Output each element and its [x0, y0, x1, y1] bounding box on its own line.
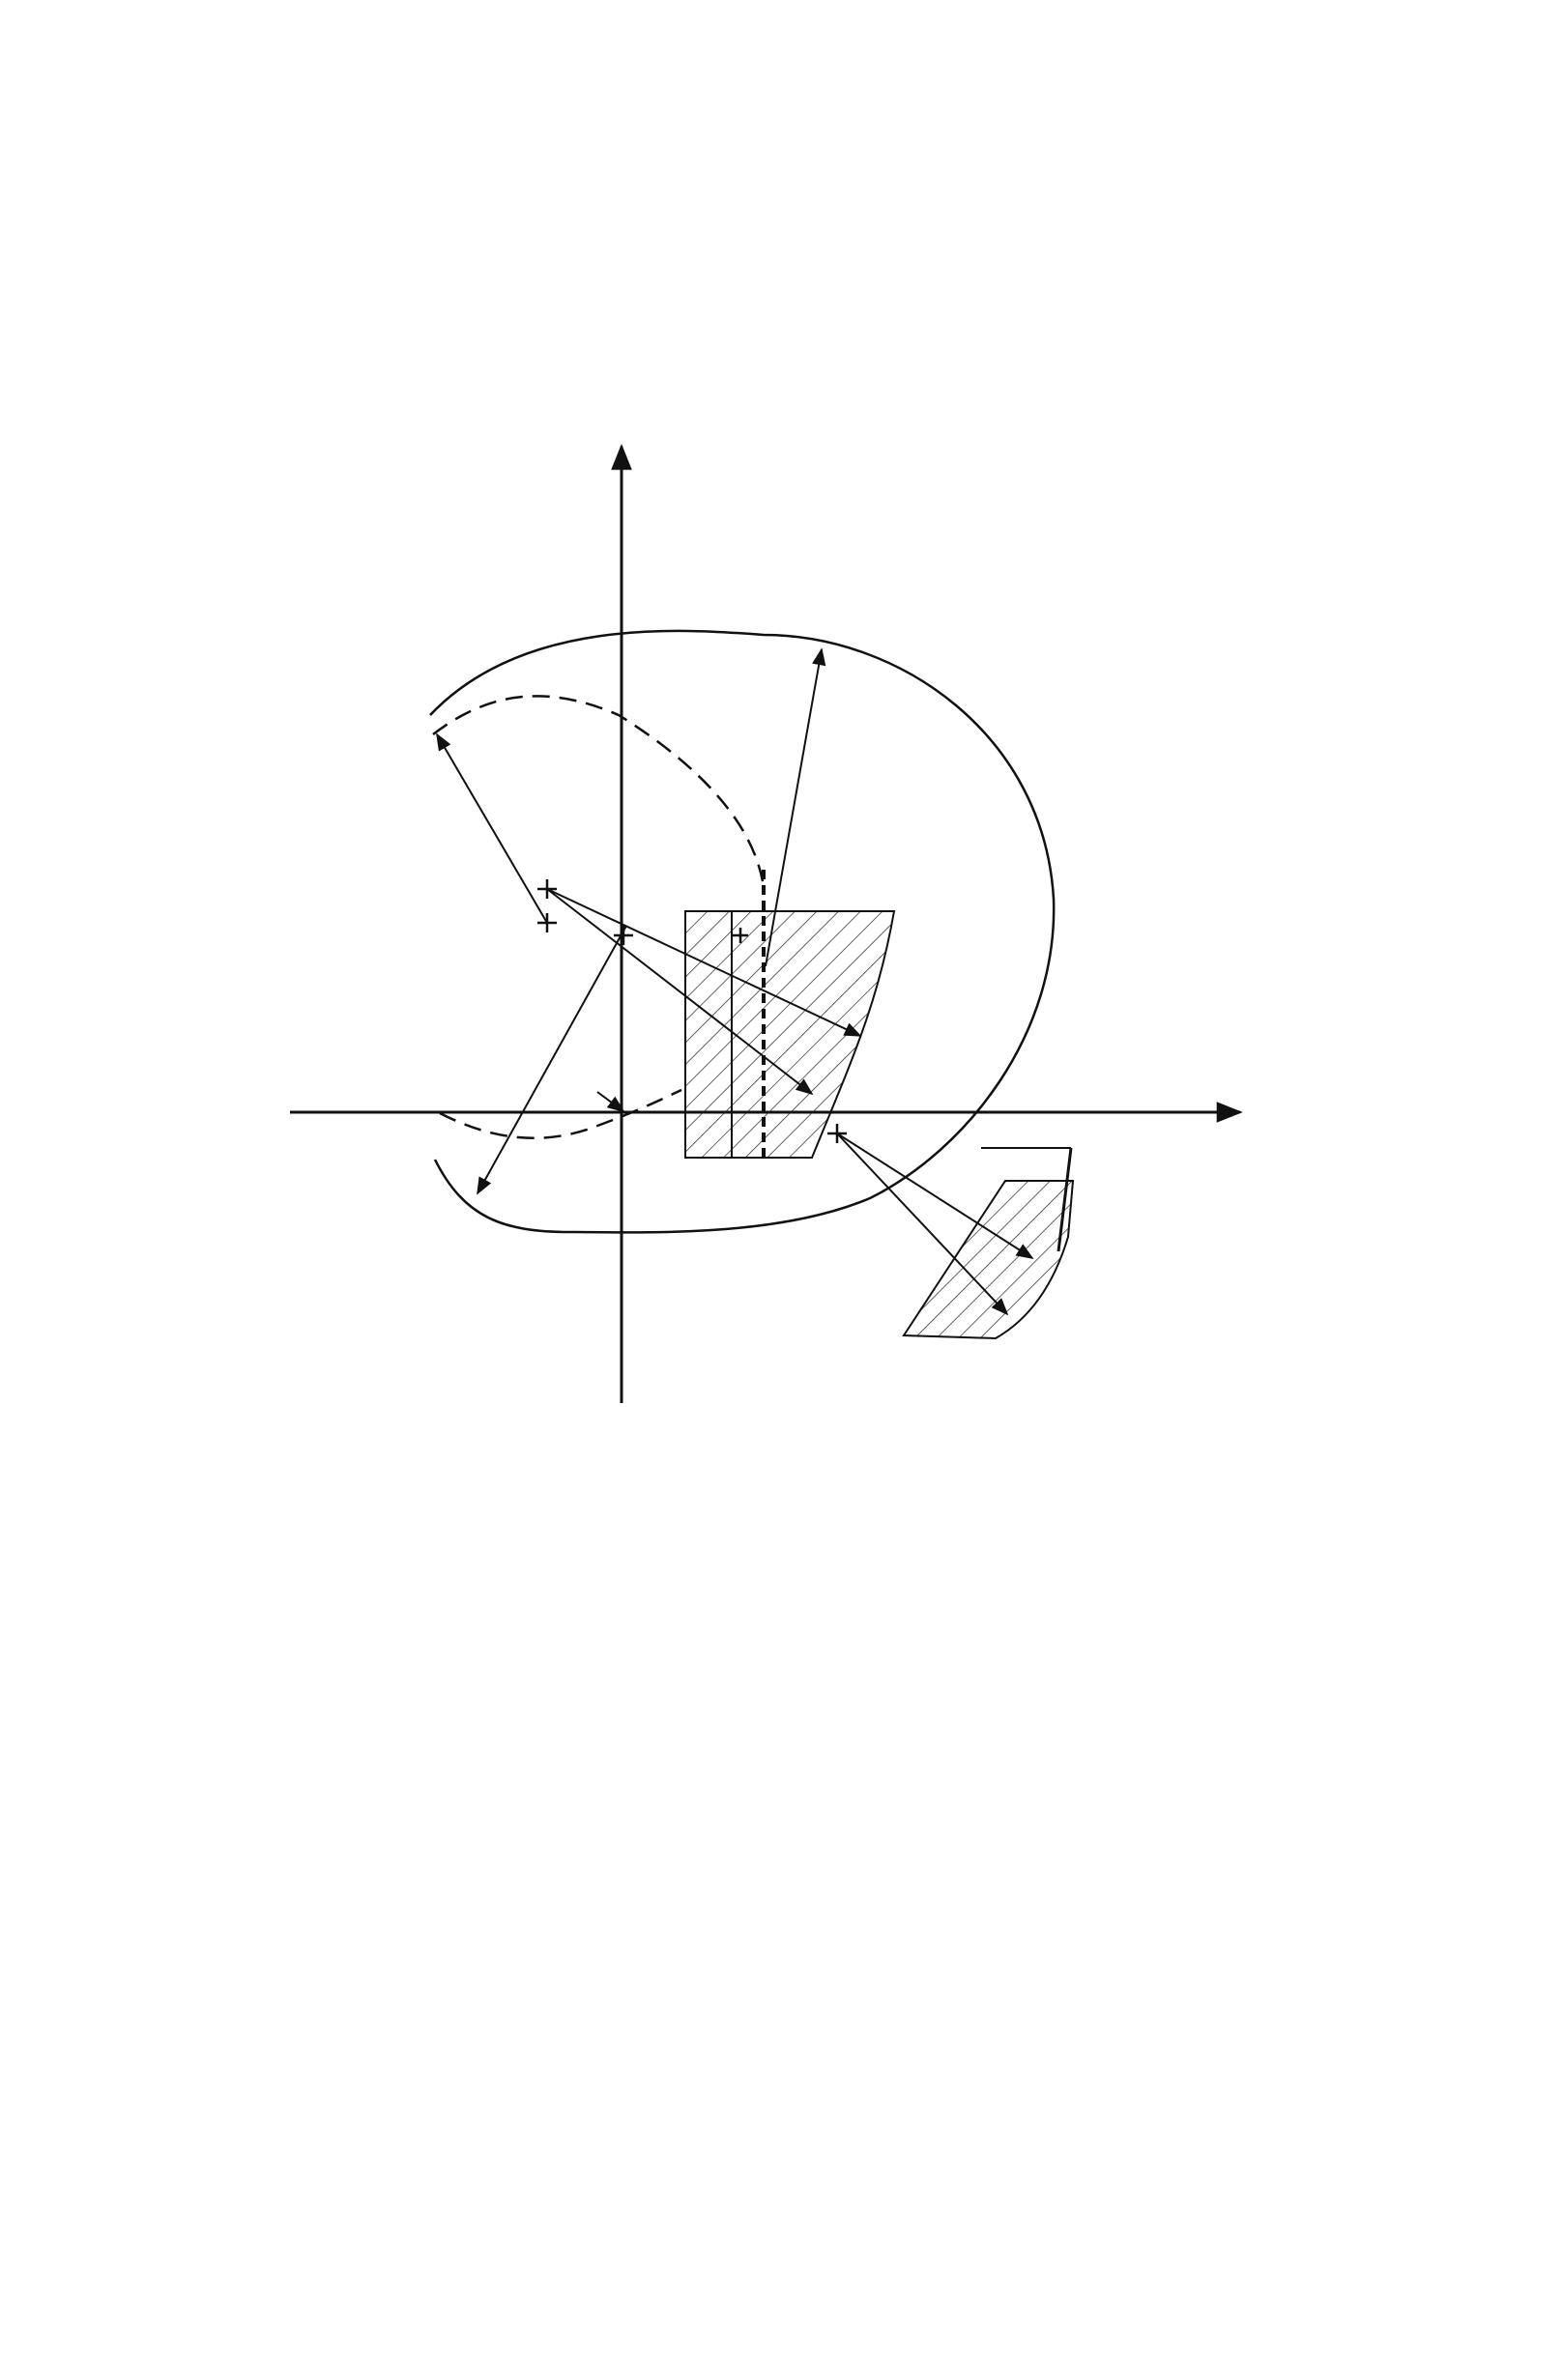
r3-lower-arrow [478, 926, 626, 1193]
comfort-arc-dashed [433, 696, 764, 887]
comfort-zone-hatched [685, 911, 894, 1158]
foot-zone [904, 1181, 1073, 1338]
sip-arrow [597, 1092, 623, 1111]
sip-arc-dashed [440, 1090, 681, 1138]
r4-arrow [437, 734, 547, 923]
